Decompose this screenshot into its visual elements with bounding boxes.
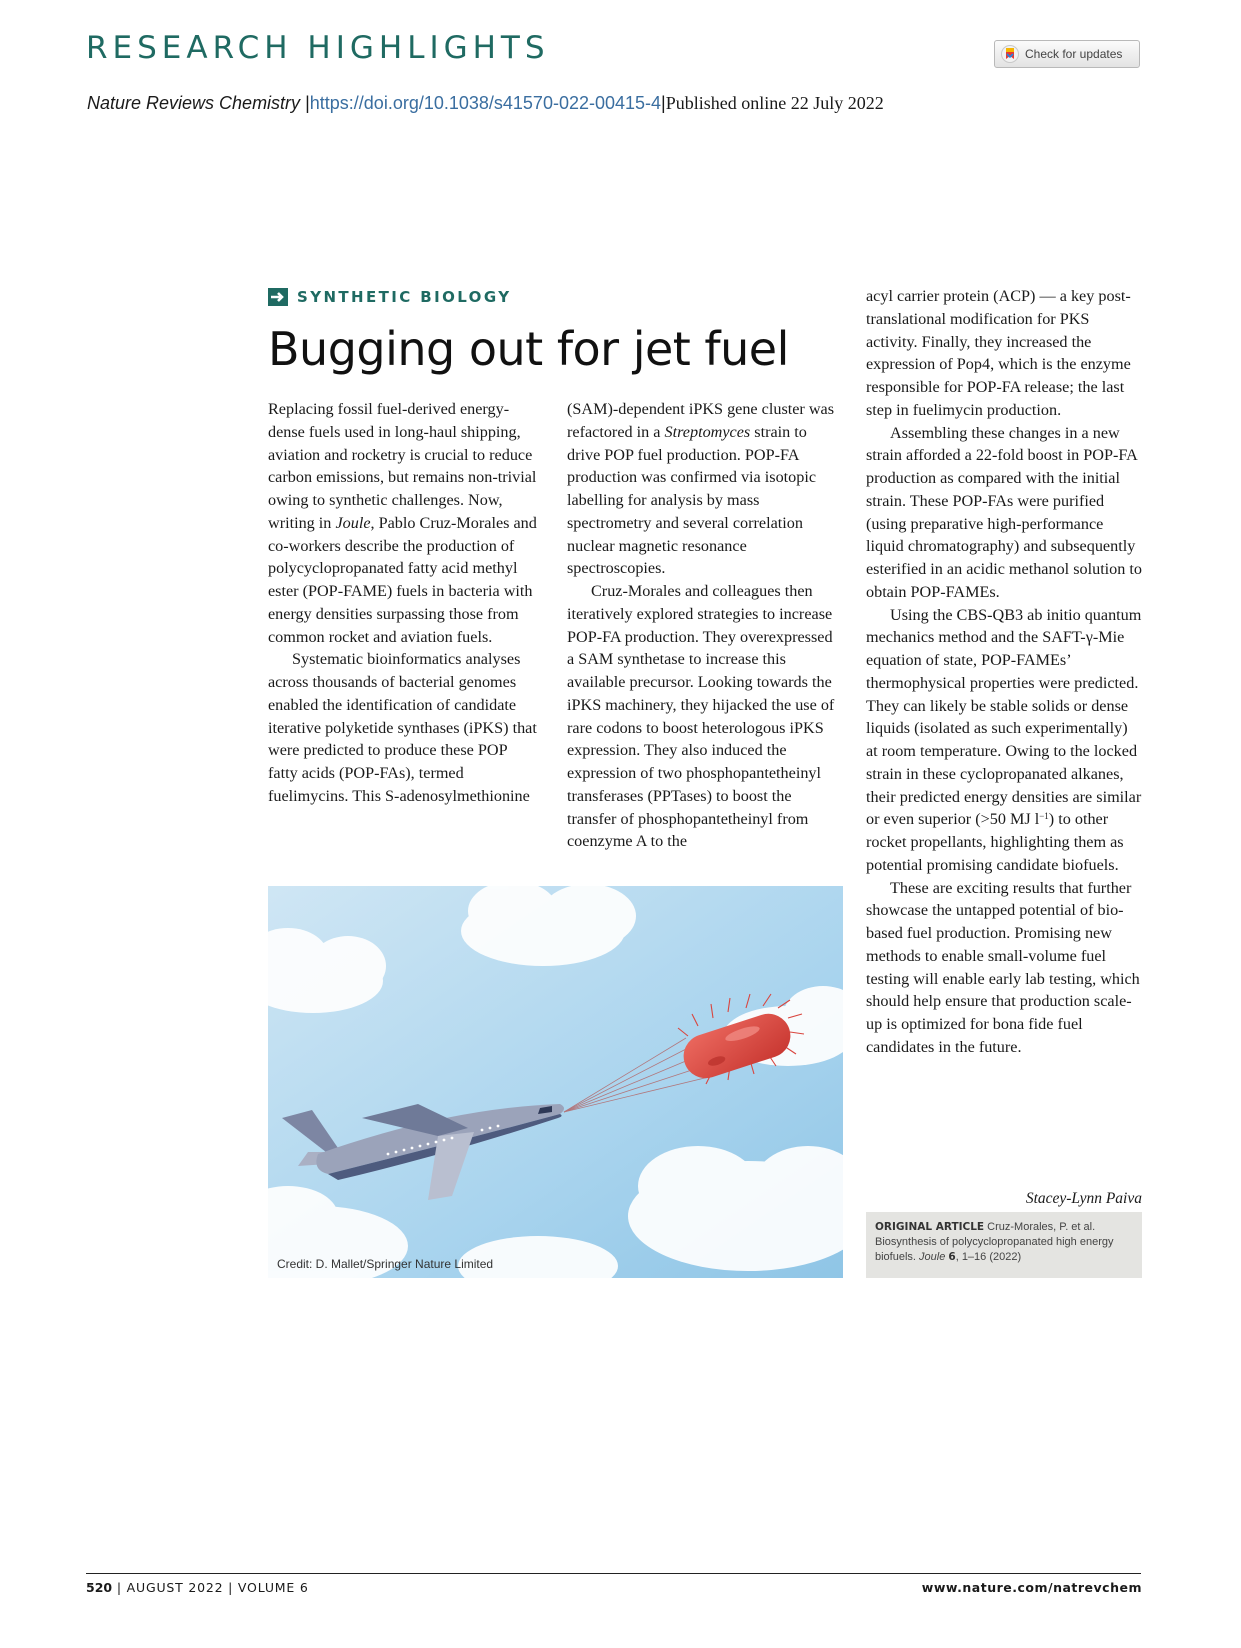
published-date: Published online 22 July 2022 [665, 93, 884, 113]
citation-line [87, 93, 884, 114]
separator: | [661, 93, 666, 113]
organism-name: Streptomyces [664, 422, 751, 441]
paragraph: acyl carrier protein (ACP) — a key post-translational modification for PKS activity. Finally, they increased the expression of Pop4, which is the enzyme responsible for POP-FA release; the last step in fuelimycin production. [866, 287, 1131, 419]
subject-label [268, 288, 511, 306]
body-column-3 [866, 285, 1142, 1059]
journal-name: Nature Reviews Chemistry [87, 93, 301, 113]
volume: VOLUME 6 [237, 1580, 309, 1595]
subject-text: SYNTHETIC BIOLOGY [297, 288, 512, 306]
footer-rule [86, 1573, 1141, 1574]
original-article-label: ORIGINAL ARTICLE [875, 1221, 985, 1233]
original-article-box: ORIGINAL ARTICLE Cruz-Morales, P. et al. Biosynthesis of polycyclopropanated high energy biofuels. Joule 6, 1–16 (2022) [866, 1212, 1142, 1278]
paragraph: Systematic bioinformatics analyses across thousands of bacterial genomes enabled the identification of candidate iterative polyketide synthases (iPKS) that were predicted to produce these POP fatty acids (POP-FAs), termed fuelimycins. This S-adenosylmethionine [268, 650, 537, 805]
issue-date: AUGUST 2022 [126, 1580, 224, 1595]
section-heading: RESEARCH HIGHLIGHTS [86, 30, 550, 66]
article-title: Bugging out for jet fuel [268, 322, 789, 376]
paragraph: Replacing fossil fuel-derived energy-dense fuels used in long-haul shipping, aviation and rocketry is crucial to reduce carbon emissions, but remains non-trivial owing to synthetic challenges. Now, writing in Joule, Pablo Cruz-Morales and co-workers describe the production of polycyclopropanated fatty acid methyl ester (POP-FAME) fuels in bacteria with energy densities surpassing those from common rocket and aviation fuels. [268, 400, 537, 646]
paragraph: These are exciting results that further showcase the untapped potential of bio-based fuel production. Promising new methods to enable small-volume fuel testing will enable early lab testing, which should help ensure that production scale-up is optimized for bona fide fuel candidates in the future. [866, 878, 1140, 1056]
body-column-2 [567, 398, 839, 853]
doi-link[interactable]: https://doi.org/10.1038/s41570-022-00415-4 [309, 93, 662, 113]
figure-credit: Credit: D. Mallet/Springer Nature Limited [277, 1257, 494, 1271]
check-for-updates-button[interactable] [994, 40, 1140, 68]
illustration-plane-bacterium [268, 886, 843, 1278]
author-byline: Stacey-Lynn Paiva [1025, 1190, 1142, 1207]
footer-url-link[interactable]: www.nature.com/natrevchem [921, 1580, 1142, 1595]
paragraph: Using the CBS-QB3 ab initio quantum mechanics method and the SAFT-γ-Mie equation of state, POP-FAMEs’ thermophysical properties were predicted. They can likely be stable solids or dense liquids (isolated as such experimentally) at room temperature. Owing to the locked strain in these cyclopropanated alkanes, their predicted energy densities are similar or even superior (>50 MJ $l^{-1}$) to other rocket propellants, highlighting them as potential promising candidate biofuels. [866, 605, 1142, 874]
crossmark-icon [1001, 45, 1019, 63]
paragraph: Assembling these changes in a new strain afforded a 22-fold boost in POP-FA production as compared with the initial strain. These POP-FAs were purified (using preparative high-performance liquid chromatography) and subsequently esterified in an acidic methanol solution to obtain POP-FAMEs. [866, 423, 1143, 601]
separator: | [305, 93, 310, 113]
arrow-right-icon [268, 288, 288, 306]
check-for-updates-label: Check for updates [1025, 47, 1123, 61]
journal-ref: Joule [335, 513, 371, 532]
body-column-1 [268, 398, 540, 808]
figure-illustration [268, 886, 843, 1278]
footer-page-info: 520 | AUGUST 2022 | VOLUME 6 [86, 1580, 309, 1595]
page-number: 520 [86, 1580, 113, 1595]
paragraph: Cruz-Morales and colleagues then iteratively explored strategies to increase POP-FA production. They overexpressed a SAM synthetase to increase this available precursor. Looking towards the iPKS machinery, they hijacked the use of rare codons to boost heterologous iPKS expression. They also induced the expression of two phosphopantetheinyl transferases (PPTases) to boost the transfer of phosphopantetheinyl from coenzyme A to the [567, 582, 835, 851]
paragraph: (SAM)-dependent iPKS gene cluster was refactored in a Streptomyces strain to drive POP fuel production. POP-FA production was confirmed via isotopic labelling for analysis by mass spectrometry and several correlation nuclear magnetic resonance spectroscopies. [567, 400, 835, 578]
